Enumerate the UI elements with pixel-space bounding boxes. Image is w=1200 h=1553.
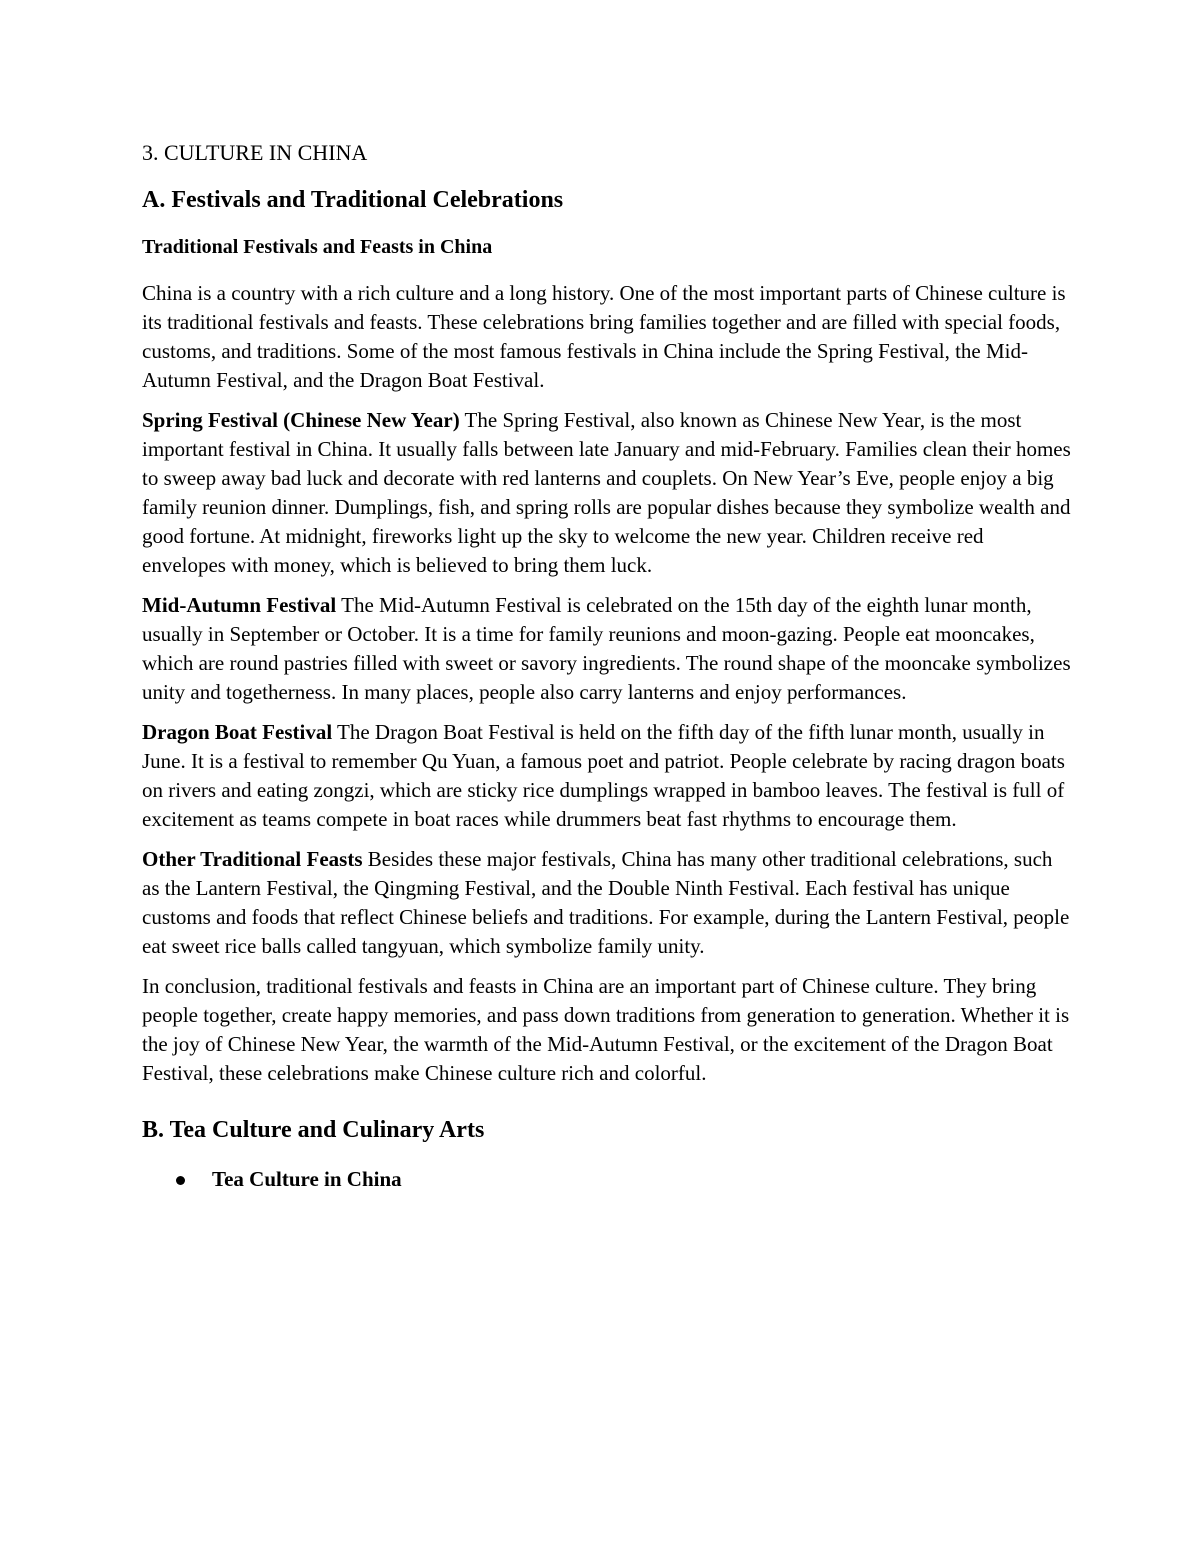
list-item [142,1165,1072,1194]
section-b-bullet-list [142,1165,1072,1194]
dragon-boat-festival-text: The Dragon Boat Festival is held on the fifth day of the fifth lunar month, usually in June. It is a festival to remember Qu Yuan, a famous poet and patriot. People celebrate by racing dragon boats on rivers and eating zongzi, which are sticky rice dumplings wrapped in bamboo leaves. The festival is full of excitement as teams compete in boat races while drummers beat fast rhythms to encourage them. [142,720,1065,832]
section-b-title: B. Tea Culture and Culinary Arts [142,1117,485,1144]
other-feasts-lead: Other Traditional Feasts [142,847,363,872]
spring-festival-paragraph [142,406,1072,580]
document-page [142,140,1072,1194]
other-feasts-paragraph [142,845,1072,961]
intro-paragraph: China is a country with a rich culture and a long history. One of the most important parts of Chinese culture is its traditional festivals and feasts. These celebrations bring families together and are filled with special foods, customs, and traditions. Some of the most famous festivals in China include the Spring Festival, the Mid-Autumn Festival, and the Dragon Boat Festival. [142,281,1066,393]
mid-autumn-festival-paragraph [142,591,1072,707]
section-a-subheading: Traditional Festivals and Feasts in China [142,236,493,259]
chapter-title: 3. CULTURE IN CHINA [142,140,368,165]
dragon-boat-festival-paragraph [142,718,1072,834]
spring-festival-lead: Spring Festival (Chinese New Year) [142,408,460,433]
other-feasts-text: Besides these major festivals, China has many other traditional celebrations, such as the Lantern Festival, the Qingming Festival, and the Double Ninth Festival. Each festival has unique customs and foods that reflect Chinese beliefs and traditions. For example, during the Lantern Festival, people eat sweet rice balls called tangyuan, which symbolize family unity. [142,847,1070,959]
section-a-title: A. Festivals and Traditional Celebrations [142,187,564,214]
spring-festival-text: The Spring Festival, also known as Chinese New Year, is the most important festival in China. It usually falls between late January and mid-February. Families clean their homes to sweep away bad luck and decorate with red lanterns and couplets. On New Year’s Eve, people enjoy a big family reunion dinner. Dumplings, fish, and spring rolls are popular dishes because they symbolize wealth and good fortune. At midnight, fireworks light up the sky to welcome the new year. Children receive red envelopes with money, which is believed to bring them luck. [142,408,1071,578]
bullet-icon [176,1176,185,1185]
bullet-label: Tea Culture in China [212,1166,402,1191]
mid-autumn-festival-lead: Mid-Autumn Festival [142,593,337,618]
conclusion-paragraph: In conclusion, traditional festivals and feasts in China are an important part of Chinese culture. They bring people together, create happy memories, and pass down traditions from generation to generation. Whether it is the joy of Chinese New Year, the warmth of the Mid-Autumn Festival, or the excitement of the Dragon Boat Festival, these celebrations make Chinese culture rich and colorful. [142,974,1070,1086]
mid-autumn-festival-text: The Mid-Autumn Festival is celebrated on the 15th day of the eighth lunar month, usually in September or October. It is a time for family reunions and moon-gazing. People eat mooncakes, which are round pastries filled with sweet or savory ingredients. The round shape of the mooncake symbolizes unity and togetherness. In many places, people also carry lanterns and enjoy performances. [142,593,1071,705]
dragon-boat-festival-lead: Dragon Boat Festival [142,720,333,745]
